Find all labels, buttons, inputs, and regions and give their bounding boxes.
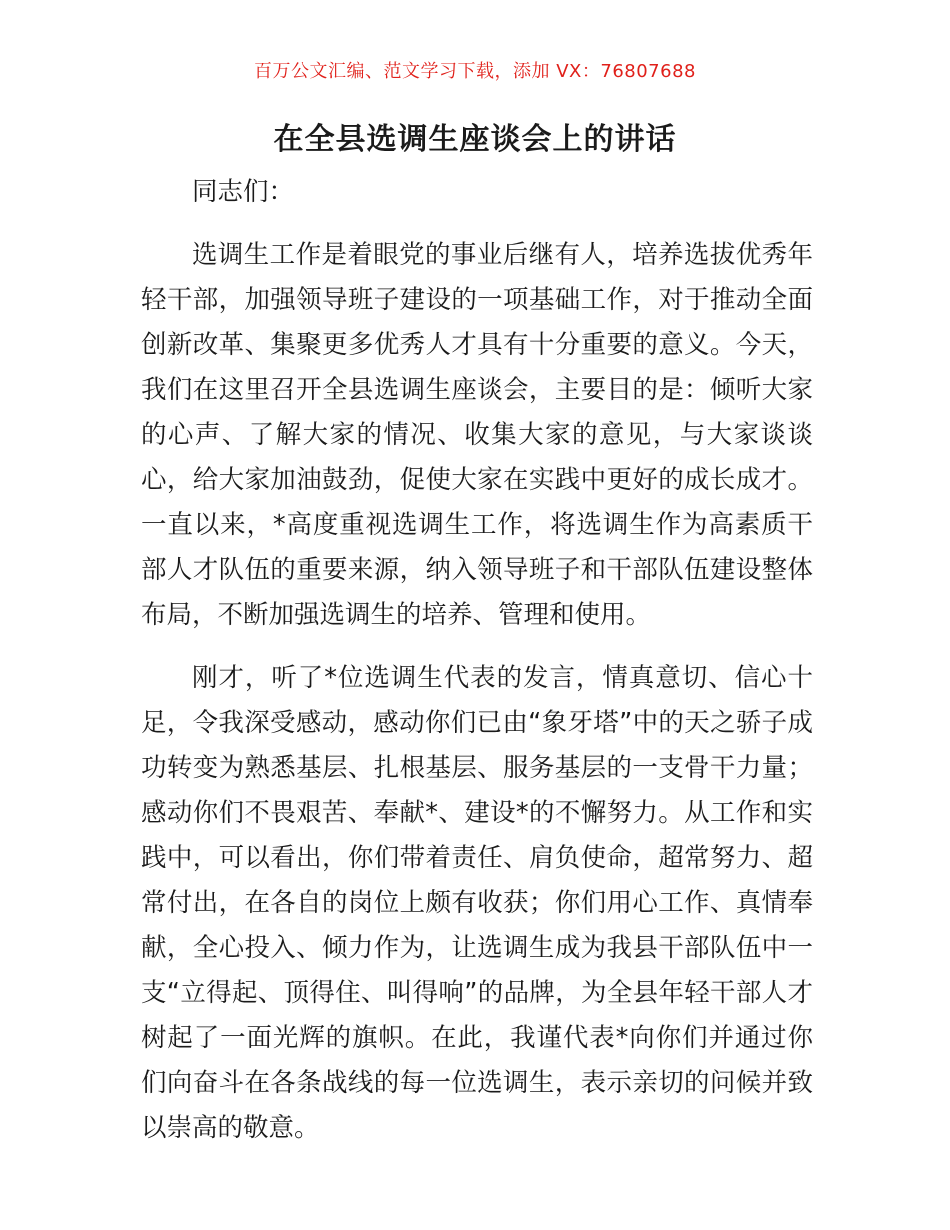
paragraph-2: 刚才，听了*位选调生代表的发言，情真意切、信心十足，令我深受感动，感动你们已由“象牙塔”中的天之骄子成功转变为熟悉基层、扎根基层、服务基层的一支骨干力量；感动你们不畏艰苦、奉献*、建设*的不懈努力。从工作和实践中，可以看出，你们带着责任、肩负使命，超常努力、超常付出，在各自的岗位上颇有收获；你们用心工作、真情奉献，全心投入、倾力作为，让选调生成为我县干部队伍中一支“立得起、顶得住、叫得响”的品牌，为全县年轻干部人才树起了一面光辉的旗帜。在此，我谨代表*向你们并通过你们向奋斗在各条战线的每一位选调生，表示亲切的问候并致以崇高的敬意。 — [141, 663, 813, 1143]
greeting: 同志们： — [192, 177, 295, 207]
document-body — [141, 170, 813, 1151]
document-title: 在全县选调生座谈会上的讲话 — [273, 122, 677, 157]
paragraph-1: 选调生工作是着眼党的事业后继有人，培养选拔优秀年轻干部，加强领导班子建设的一项基础工作，对于推动全面创新改革、集聚更多优秀人才具有十分重要的意义。今天，我们在这里召开全县选调生座谈会，主要目的是：倾听大家的心声、了解大家的情况、收集大家的意见，与大家谈谈心，给大家加油鼓劲，促使大家在实践中更好的成长成才。一直以来，*高度重视选调生工作，将选调生作为高素质干部人才队伍的重要来源，纳入领导班子和干部队伍建设整体布局，不断加强选调生的培养、管理和使用。 — [141, 240, 813, 630]
header-watermark-note: 百万公文汇编、范文学习下载，添加 VX：76807688 — [254, 61, 696, 82]
